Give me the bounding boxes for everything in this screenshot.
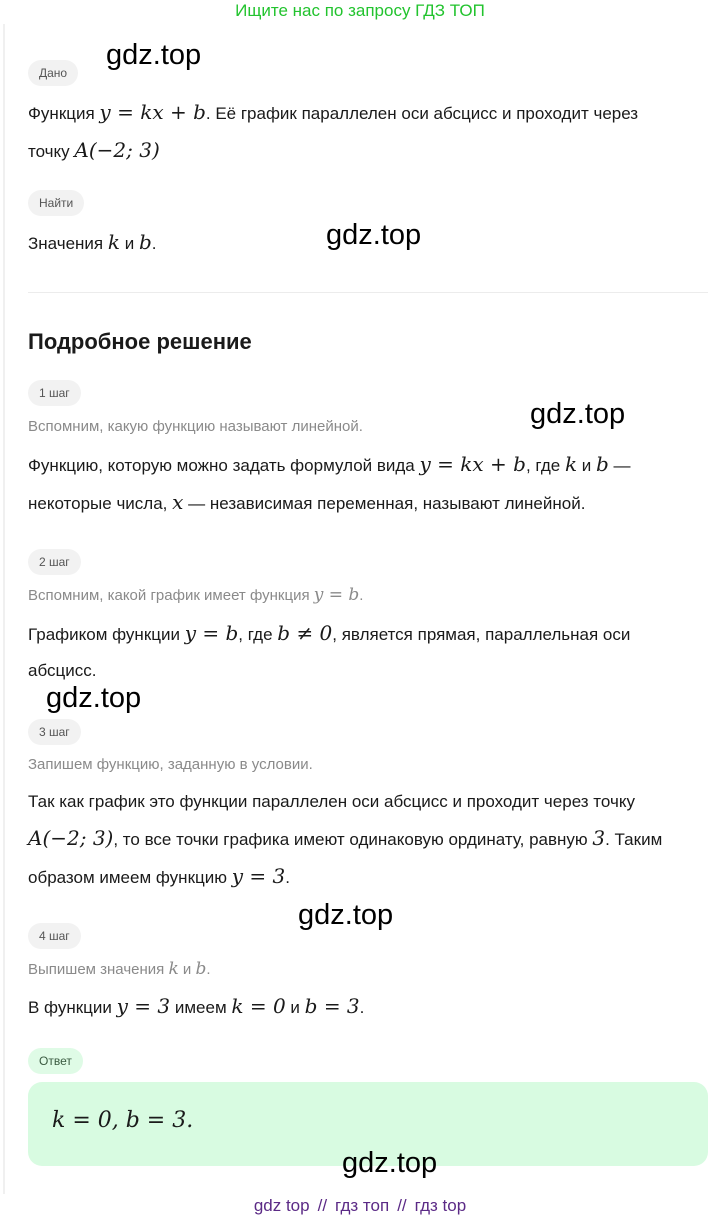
solution-title: Подробное решение <box>28 329 252 354</box>
step-1-tag: 1 шаг <box>28 380 81 406</box>
find-tag: Найти <box>28 190 84 216</box>
given-line-1: Функция y = kx + b. Её график параллелен оси абсцисс и проходит через <box>28 100 639 124</box>
find-text: Значения k и b. <box>28 230 157 254</box>
answer-value: k = 0, b = 3. <box>52 1108 194 1133</box>
footer-link-gdz-top[interactable]: gdz top <box>253 1196 310 1215</box>
top-banner[interactable]: Ищите нас по запросу ГДЗ ТОП <box>235 1 485 20</box>
step-1-tag-wrap <box>28 380 81 406</box>
given-tag: Дано <box>28 60 78 86</box>
footer-links <box>0 1194 720 1218</box>
watermark: gdz.top <box>530 398 626 430</box>
given-line-2: точку A(−2; 3) <box>28 138 160 162</box>
given-tag-wrap <box>28 60 78 86</box>
given-text <box>28 94 708 170</box>
step-3-tag: 3 шаг <box>28 719 81 745</box>
left-rule <box>3 24 5 1194</box>
footer-link-gdz-top-ru[interactable]: гдз топ <box>335 1196 390 1215</box>
step-4-hint: Выпишем значения k и b. <box>28 959 211 979</box>
footer-separator: // <box>397 1196 407 1215</box>
watermark: gdz.top <box>298 899 394 931</box>
step-4-text: В функции y = 3 имеем k = 0 и b = 3. <box>28 994 365 1018</box>
step-1-hint: Вспомним, какую функцию называют линейной. <box>28 418 363 435</box>
step-3-tag-wrap <box>28 719 81 745</box>
given-point: A(−2; 3) <box>74 138 160 162</box>
answer-tag-wrap <box>28 1048 83 1074</box>
watermark: gdz.top <box>46 682 142 714</box>
watermark: gdz.top <box>342 1147 438 1179</box>
footer-link-gdz-top-mixed[interactable]: гдз top <box>414 1196 467 1215</box>
step-1-text: Функцию, которую можно задать формулой вида y = kx + b, где k и b — некоторые числа, x — независимая переменная, называют линейной. <box>28 452 631 514</box>
given-formula: y = kx + b <box>99 100 206 124</box>
watermark: gdz.top <box>106 39 202 71</box>
step-4-tag-wrap <box>28 923 81 949</box>
step-2-hint: Вспомним, какой график имеет функция y = b. <box>28 585 364 605</box>
answer-tag: Ответ <box>28 1048 83 1074</box>
footer-separator: // <box>317 1196 328 1215</box>
section-divider <box>28 292 708 293</box>
step-3-hint: Запишем функцию, заданную в условии. <box>28 756 313 773</box>
step-2-tag-wrap <box>28 549 81 575</box>
find-tag-wrap <box>28 190 84 216</box>
watermark: gdz.top <box>326 219 422 251</box>
step-2-text: Графиком функции y = b, где b ≠ 0, является прямая, параллельная оси абсцисс. <box>28 621 631 680</box>
step-2-tag: 2 шаг <box>28 549 81 575</box>
step-4-tag: 4 шаг <box>28 923 81 949</box>
step-3-text: Так как график это функции параллелен оси абсцисс и проходит через точку A(−2; 3), то все точки графика имеют одинаковую ординату, равную 3. Таким образом имеем функцию y = 3. <box>28 792 663 888</box>
